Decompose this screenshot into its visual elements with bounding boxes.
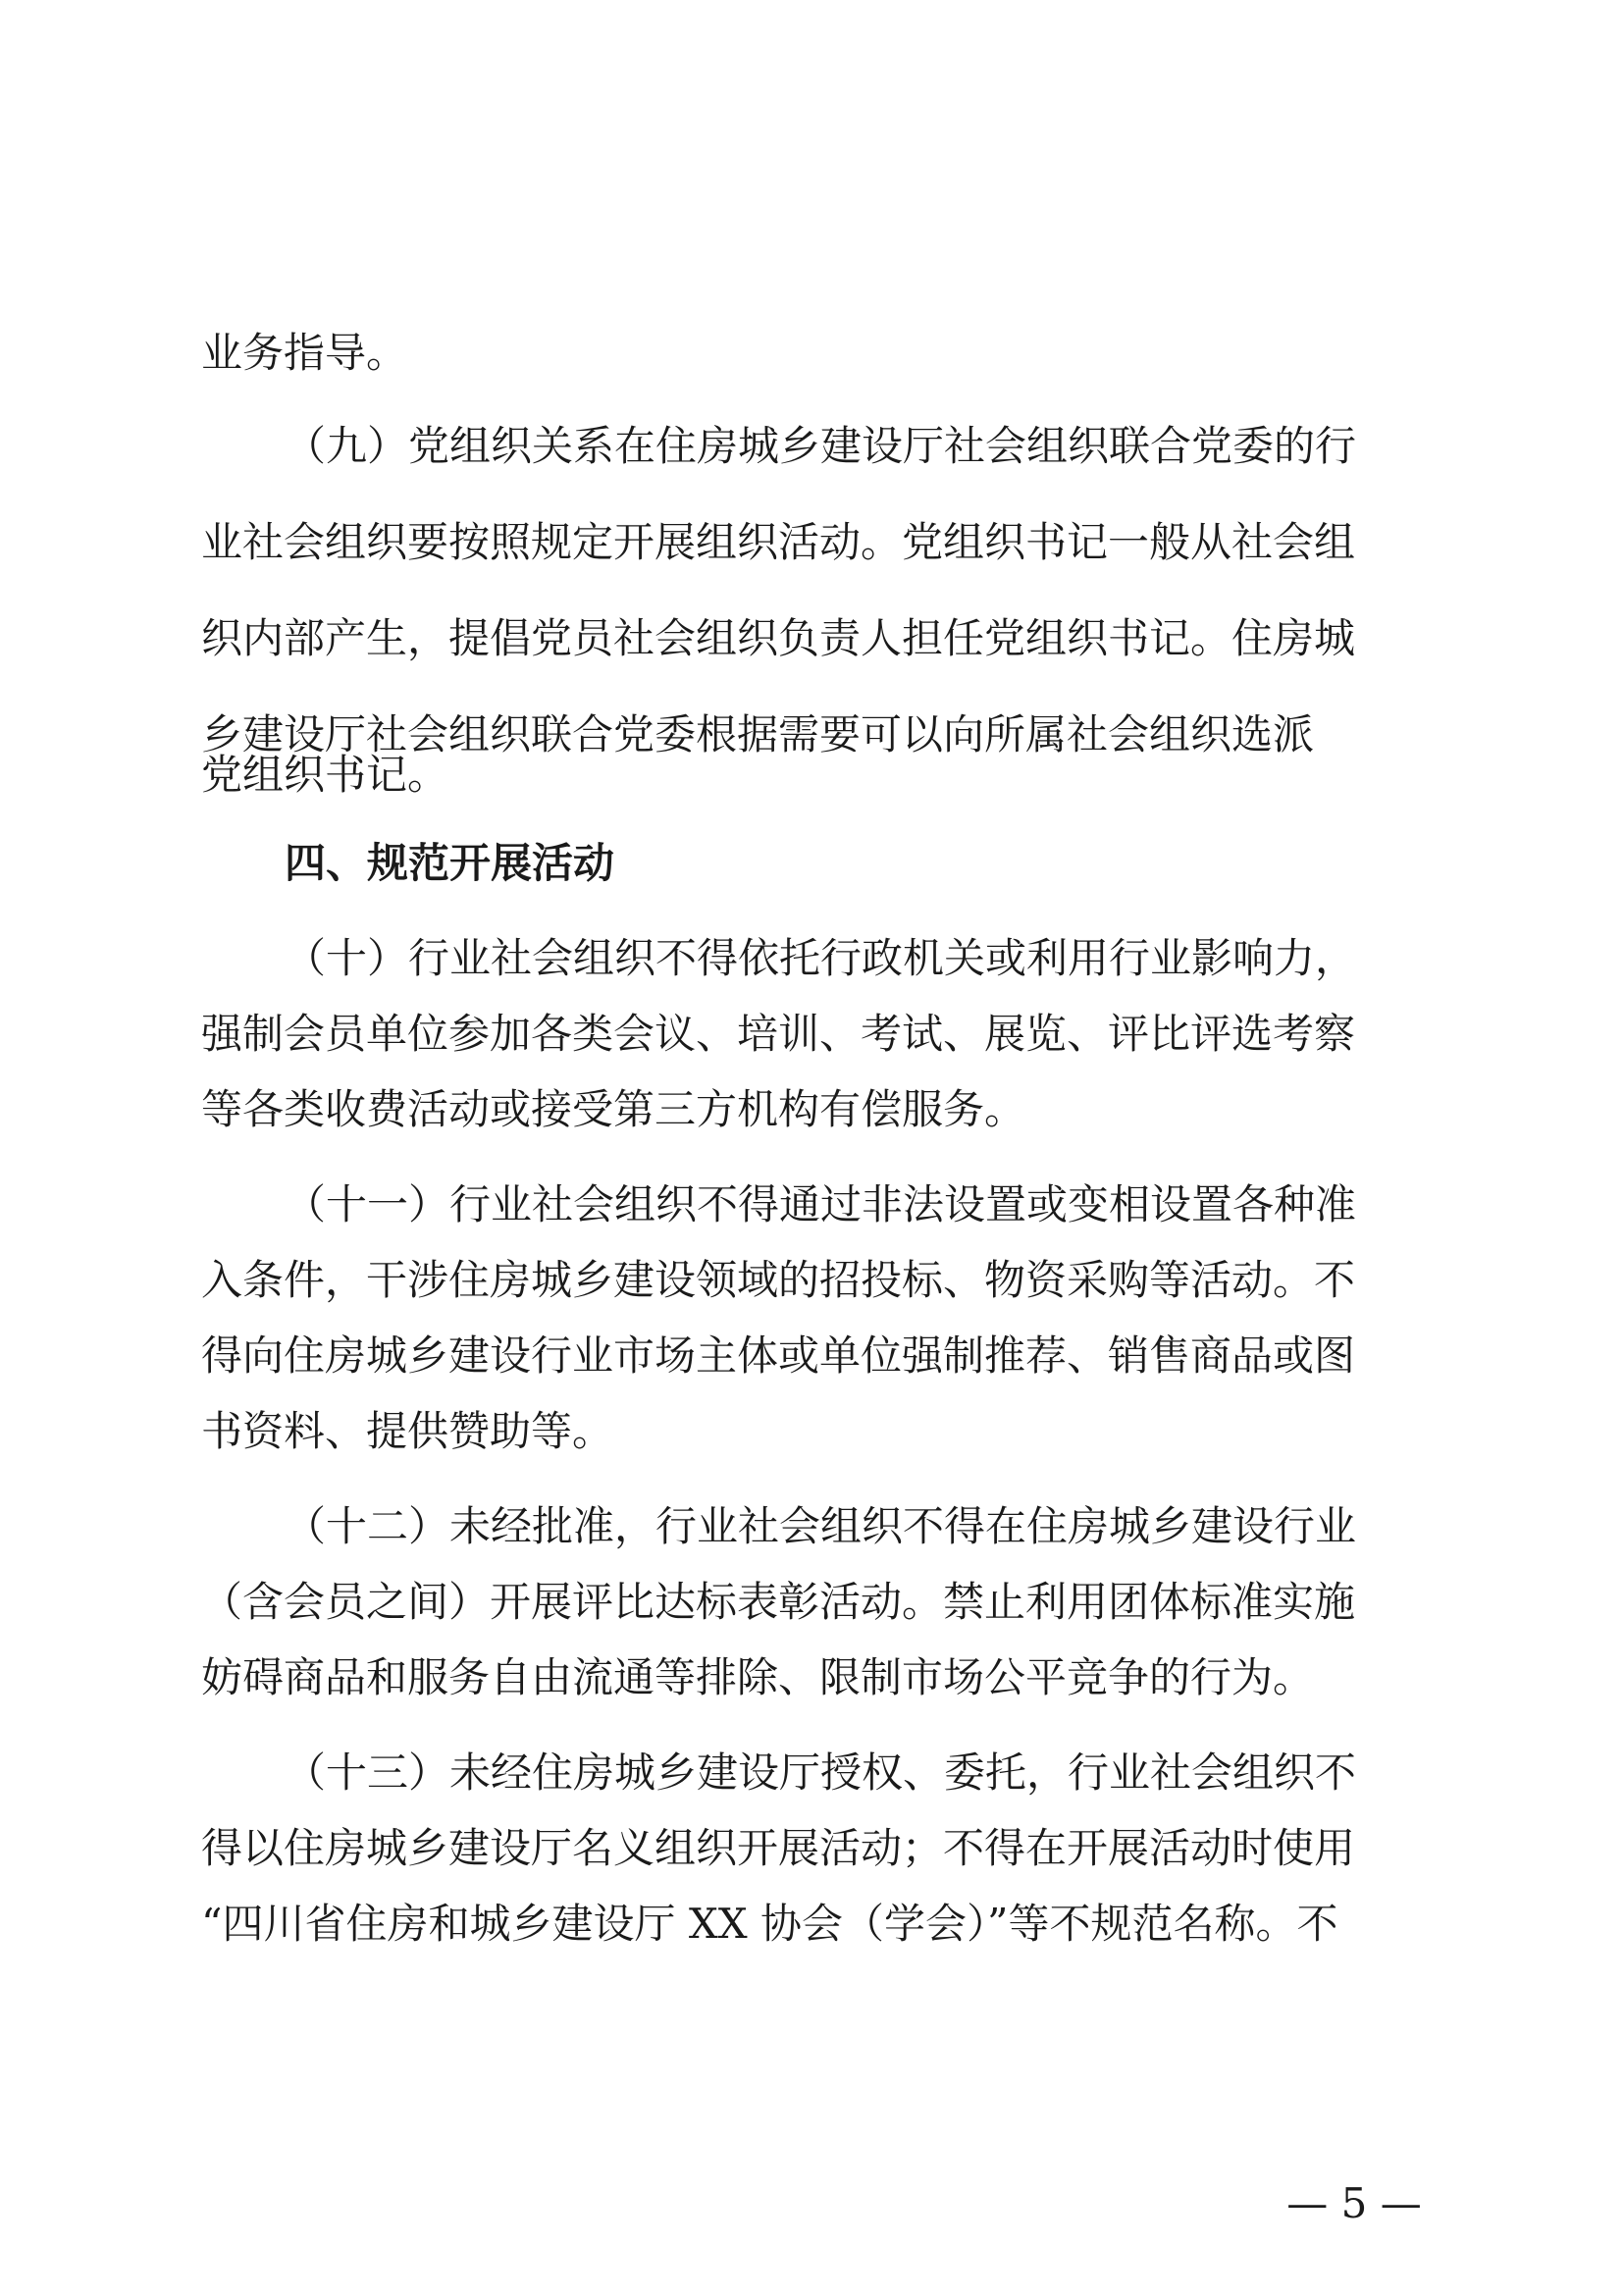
body-line: 入条件，干涉住房城乡建设领域的招投标、物资采购等活动。不	[201, 1256, 1356, 1304]
body-line: 妨碍商品和服务自由流通等排除、限制市场公平竞争的行为。	[201, 1653, 1315, 1701]
body-line: 强制会员单位参加各类会议、培训、考试、展览、评比评选考察	[201, 1010, 1356, 1058]
body-line: 业社会组织要按照规定开展组织活动。党组织书记一般从社会组	[201, 518, 1356, 566]
body-line: 织内部产生，提倡党员社会组织负责人担任党组织书记。住房城	[201, 614, 1356, 662]
body-line: （十三）未经住房城乡建设厅授权、委托，行业社会组织不	[285, 1748, 1357, 1797]
body-line: “四川省住房和城乡建设厅 XX 协会（学会）”等不规范名称。不	[201, 1900, 1338, 1948]
body-line: 业务指导。	[201, 329, 408, 377]
body-line: 党组织书记。	[201, 751, 449, 799]
body-line: 乡建设厅社会组织联合党委根据需要可以向所属社会组织选派	[201, 710, 1315, 758]
body-line: （十二）未经批准，行业社会组织不得在住房城乡建设行业	[285, 1502, 1357, 1550]
body-line: 得向住房城乡建设行业市场主体或单位强制推荐、销售商品或图	[201, 1331, 1356, 1380]
body-line: （十一）行业社会组织不得通过非法设置或变相设置各种准	[285, 1180, 1357, 1228]
body-line: 等各类收费活动或接受第三方机构有偿服务。	[201, 1085, 1026, 1133]
section-heading: 四、规范开展活动	[285, 839, 615, 887]
body-line: 得以住房城乡建设厅名义组织开展活动；不得在开展活动时使用	[201, 1824, 1356, 1872]
page-number: — 5 —	[1286, 2179, 1422, 2227]
body-line: （十）行业社会组织不得依托行政机关或利用行业影响力，	[285, 934, 1357, 982]
body-line: 书资料、提供赞助等。	[201, 1407, 614, 1455]
body-line: （含会员之间）开展评比达标表彰活动。禁止利用团体标准实施	[201, 1578, 1356, 1626]
body-line: （九）党组织关系在住房城乡建设厅社会组织联合党委的行	[285, 422, 1357, 470]
